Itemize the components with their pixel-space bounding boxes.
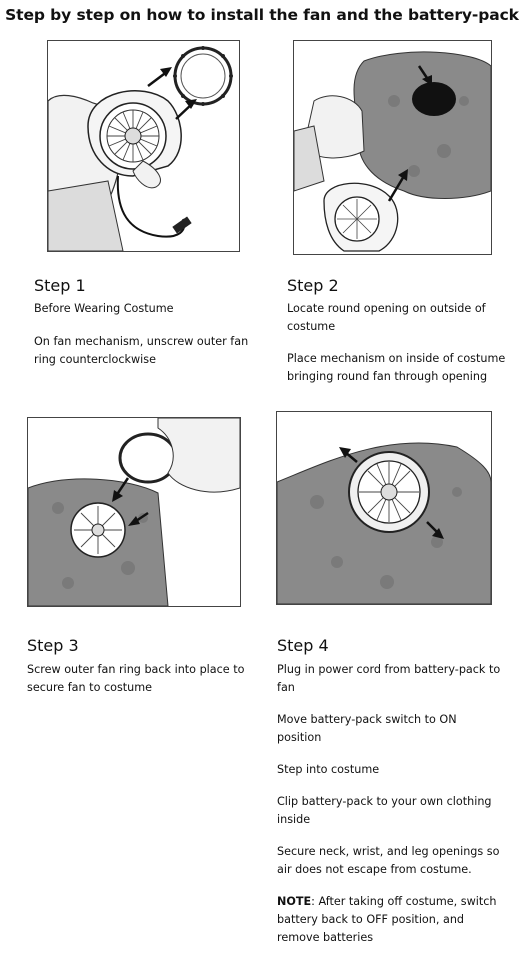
step-4-illustration [276,411,492,605]
step-2-illustration [293,40,492,255]
step-3-illustration [27,417,241,607]
step-4-line-2: Move battery-pack switch to ON position [277,713,457,744]
note-label: NOTE [277,895,312,908]
step-1-line-2: On fan mechanism, unscrew outer fan ring counterclockwise [34,335,249,366]
step-2-line-1: Locate round opening on outside of costume [287,302,486,333]
step-1-title: Step 1 [34,276,86,295]
step-4-note [277,893,502,947]
step-1-illustration [47,40,240,252]
note-text: : After taking off costume, switch battery back to OFF position, and remove batteries [277,895,497,944]
step-4-line-1: Plug in power cord from battery-pack to fan [277,663,501,694]
step-3-line-1: Screw outer fan ring back into place to secure fan to costume [27,663,245,694]
page-title: Step by step on how to install the fan and the battery-pack [5,6,519,24]
step-3-title: Step 3 [27,636,79,655]
step-4-line-5: Secure neck, wrist, and leg openings so air does not escape from costume. [277,845,500,876]
step-2-line-2: Place mechanism on inside of costume bringing round fan through opening [287,352,506,383]
step-1-line-1: Before Wearing Costume [34,302,174,315]
step-4-line-3: Step into costume [277,763,380,776]
step-4-title: Step 4 [277,636,329,655]
step-4-line-4: Clip battery-pack to your own clothing inside [277,795,492,826]
step-2-title: Step 2 [287,276,339,295]
